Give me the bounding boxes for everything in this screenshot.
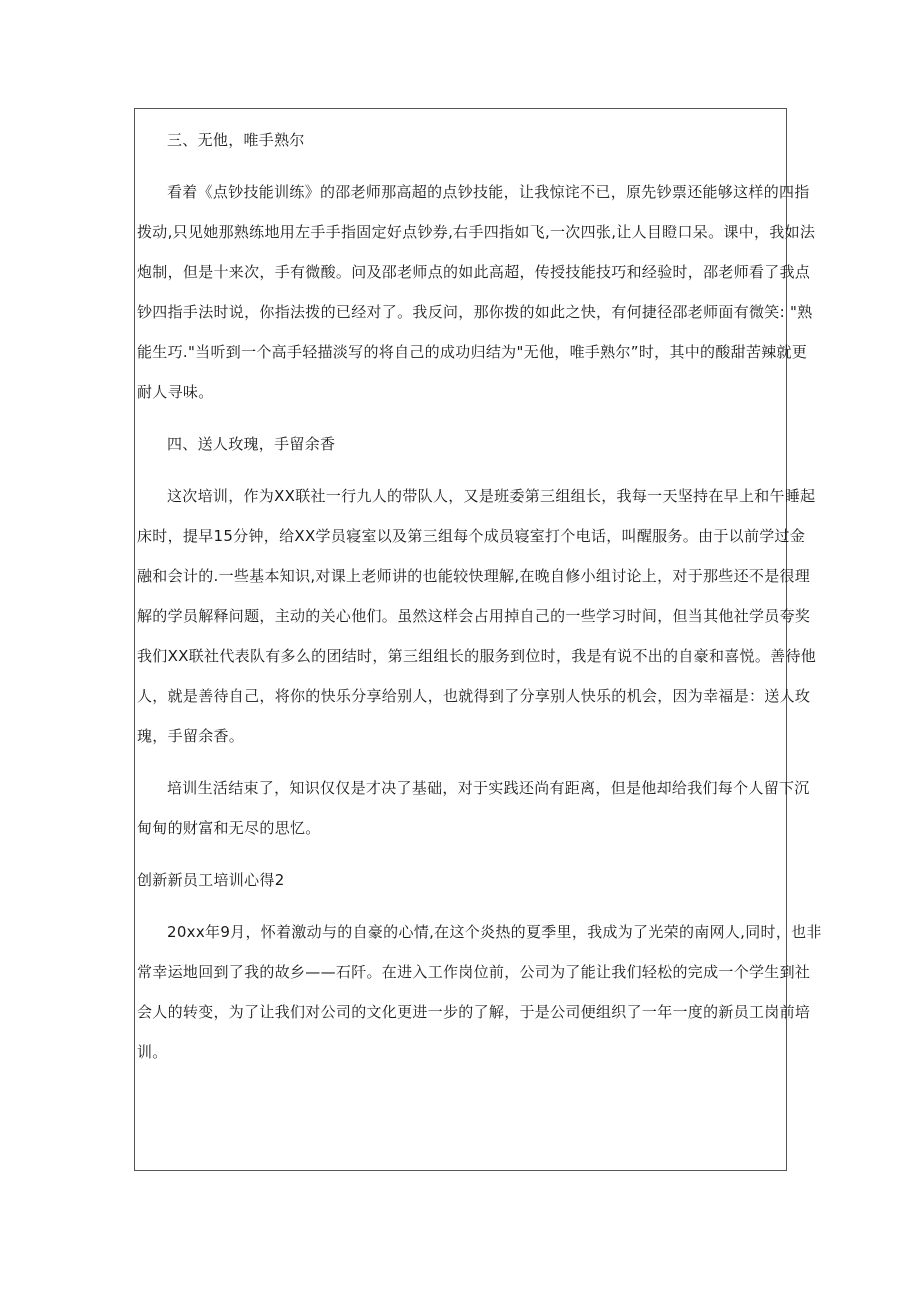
- paragraph-line: 20xx年9月，怀着激动与的自豪的心情,在这个炎热的夏季里，我成为了光荣的南网人,同时，也非: [167, 923, 822, 941]
- section-3-paragraph: [134, 172, 816, 412]
- paragraph-line: 钞四指手法时说，你指法拨的已经对了。我反问，那你拨的如此之快，有何捷径邵老师面有微笑: "熟: [137, 303, 813, 321]
- paragraph-line: 瑰，手留余香。: [137, 727, 245, 745]
- section-heading-4: 四、送人玫瑰，手留余香: [167, 435, 336, 453]
- paragraph-line: 这次培训，作为XX联社一行九人的带队人，又是班委第三组组长，我每一天坚持在早上和午睡起: [167, 487, 816, 505]
- document-body: [134, 120, 822, 1072]
- section-heading-3: 三、无他，唯手熟尔: [167, 131, 305, 149]
- paragraph-line: 看着《点钞技能训练》的邵老师那高超的点钞技能，让我惊诧不已，原先钞票还能够这样的四指: [167, 183, 810, 201]
- section-4-paragraph: [134, 476, 817, 756]
- paragraph-line: 能生巧."当听到一个高手轻描淡写的将自己的成功归结为"无他，唯手熟尔”时，其中的酸甜苦辣就更: [137, 343, 808, 361]
- paragraph-line: 耐人寻味。: [137, 383, 214, 401]
- paragraph-line: 炮制，但是十来次，手有微酸。问及邵老师点的如此高超，传授技能技巧和经验时，邵老师看了我点: [137, 263, 811, 281]
- paragraph-line: 常幸运地回到了我的故乡——石阡。在进入工作岗位前，公司为了能让我们轻松的完成一个学生到社: [137, 963, 811, 981]
- paragraph-line: 拨动,只见她那熟练地用左手手指固定好点钞券,右手四指如飞,一次四张,让人目瞪口呆。课中，我如法: [137, 223, 816, 241]
- paragraph-line: 床时，提早15分钟，给XX学员寝室以及第三组每个成员寝室打个电话，叫醒服务。由于以前学过金: [137, 527, 806, 545]
- paragraph-line: 解的学员解释问题，主动的关心他们。虽然这样会占用掉自己的一些学习时间，但当其他社学员夸奖: [137, 607, 811, 625]
- paragraph-line: 我们XX联社代表队有多么的团结时，第三组组长的服务到位时，我是有说不出的自豪和喜悦。善待他: [137, 647, 817, 665]
- paragraph-line: 训。: [137, 1043, 168, 1061]
- paragraph-line: 甸甸的财富和无尽的思忆。: [137, 819, 321, 837]
- paragraph-line: 会人的转变，为了让我们对公司的文化更进一步的了解，于是公司便组织了一年一度的新员工岗前培: [137, 1003, 811, 1021]
- article-2-paragraph: [134, 912, 822, 1072]
- article-title: 创新新员工培训心得2: [137, 871, 285, 889]
- paragraph-line: 融和会计的.一些基本知识,对课上老师讲的也能较快理解,在晚自修小组讨论上，对于那些还不是很理: [137, 567, 811, 585]
- paragraph-line: 人，就是善待自己，将你的快乐分享给别人，也就得到了分享别人快乐的机会，因为幸福是：送人玫: [137, 687, 811, 705]
- paragraph-line: 培训生活结束了，知识仅仅是才决了基础，对于实践还尚有距离，但是他却给我们每个人留下沉: [167, 779, 810, 797]
- closing-paragraph: [134, 768, 810, 848]
